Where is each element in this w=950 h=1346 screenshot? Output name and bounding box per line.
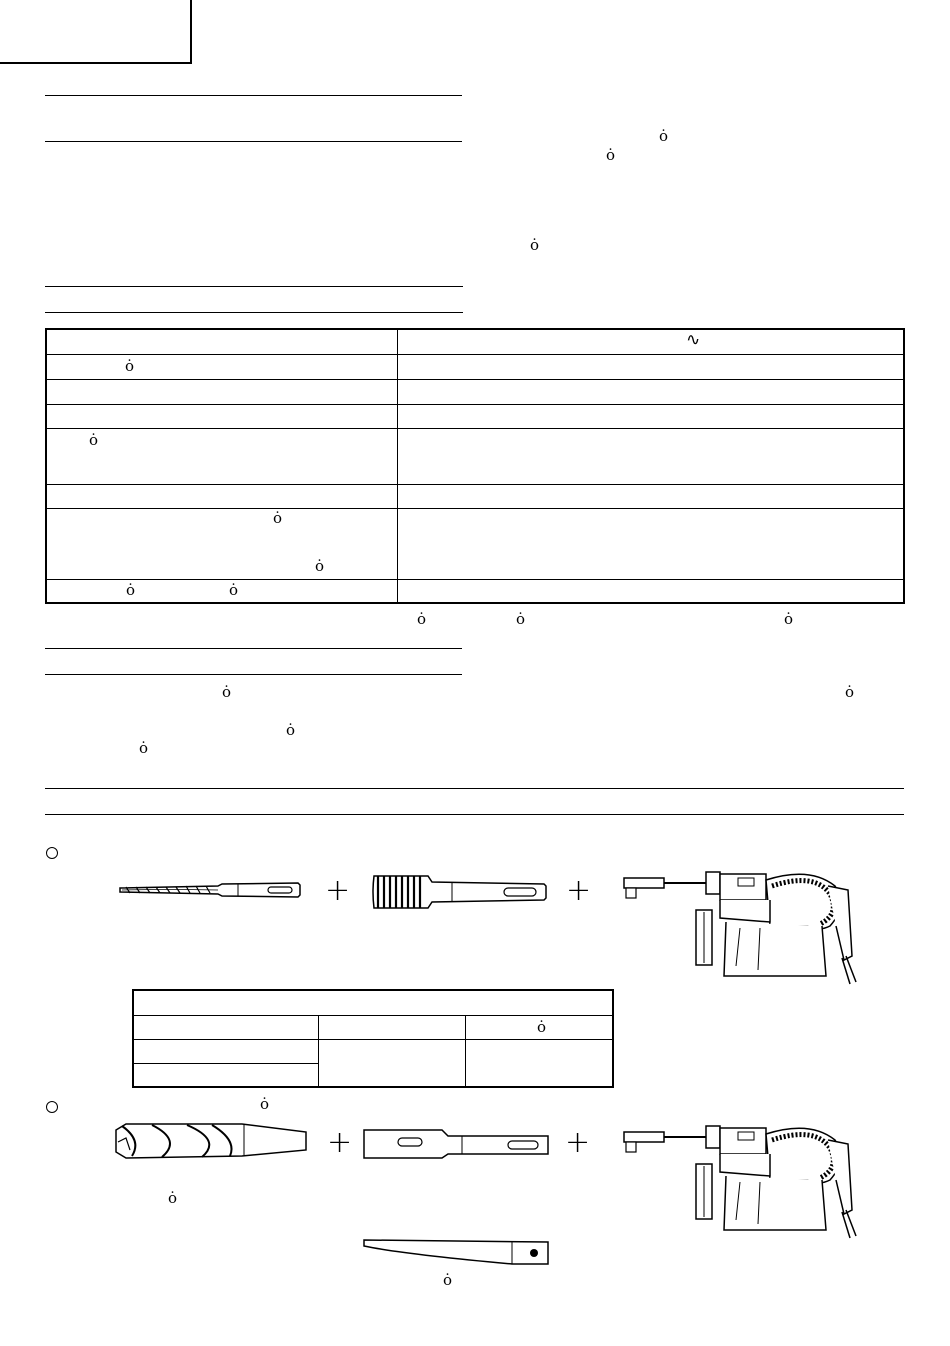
compat-cell [133,1015,319,1039]
section-rule [45,674,462,675]
compatibility-table [132,989,614,1088]
accent-char: ȯ [516,610,526,628]
compat-cell [319,1015,466,1039]
spec-label-cell [46,484,398,508]
cotter-wedge-illustration [362,1236,550,1268]
spec-label-cell [46,508,398,579]
spec-value-cell [398,484,905,508]
compat-cell [319,1039,466,1087]
item-circle-marker [46,1101,58,1113]
spec-value-cell [398,379,905,404]
spec-value-cell [398,508,905,579]
compat-cell [133,1063,319,1087]
accent-char: ȯ [315,556,325,575]
section-rule [45,648,462,649]
plus-sign: + [327,1125,353,1160]
section-rule [45,814,904,815]
spec-value-cell [398,404,905,428]
accent-char: ȯ [139,739,149,757]
section-rule [45,312,463,313]
rotary-hammer-illustration [620,1120,865,1245]
accent-char: ȯ [537,1017,547,1036]
plus-sign: + [325,873,351,908]
compat-cell [466,1039,614,1087]
rotary-hammer-illustration [620,866,865,991]
plus-sign: + [565,1125,591,1160]
accent-char: ȯ [89,430,99,449]
spec-label-cell [46,428,398,484]
accent-char: ȯ [784,610,794,628]
accent-char: ȯ [417,610,427,628]
compat-cell [133,1039,319,1063]
accent-char: ȯ [126,580,136,599]
accent-char: ȯ [845,683,855,701]
spec-label-cell [46,354,398,379]
accent-char: ȯ [168,1189,178,1207]
compat-header-cell [133,990,613,1015]
spec-value-cell [398,329,905,354]
section-rule [45,141,462,142]
spec-value-cell [398,579,905,603]
taper-shank-sleeve-illustration [362,1126,550,1162]
plus-sign: + [566,873,592,908]
ac-current-symbol: ∿ [686,330,701,350]
accent-char: ȯ [222,683,232,701]
spec-label-cell [46,404,398,428]
accent-char: ȯ [659,127,669,145]
spec-label-cell [46,329,398,354]
accent-char: ȯ [530,236,540,254]
section-rule [45,788,904,789]
item-circle-marker [46,847,58,859]
accent-char: ȯ [229,580,239,599]
accent-char: ȯ [286,721,296,739]
page-tab-box [0,0,192,64]
accent-char: ȯ [260,1095,270,1113]
spec-value-cell [398,354,905,379]
section-rule [45,95,462,96]
spec-label-cell [46,379,398,404]
accent-char: ȯ [273,508,283,527]
cone-drill-bit-illustration [112,1120,308,1162]
drill-bit-illustration [118,878,302,902]
compat-cell [466,1015,614,1039]
section-rule [45,286,463,287]
specifications-table [45,328,905,604]
taper-shank-adapter-illustration [368,868,548,916]
accent-char: ȯ [125,356,135,375]
accent-char: ȯ [606,146,616,164]
accent-char: ȯ [443,1271,453,1289]
spec-label-cell [46,579,398,603]
spec-value-cell [398,428,905,484]
